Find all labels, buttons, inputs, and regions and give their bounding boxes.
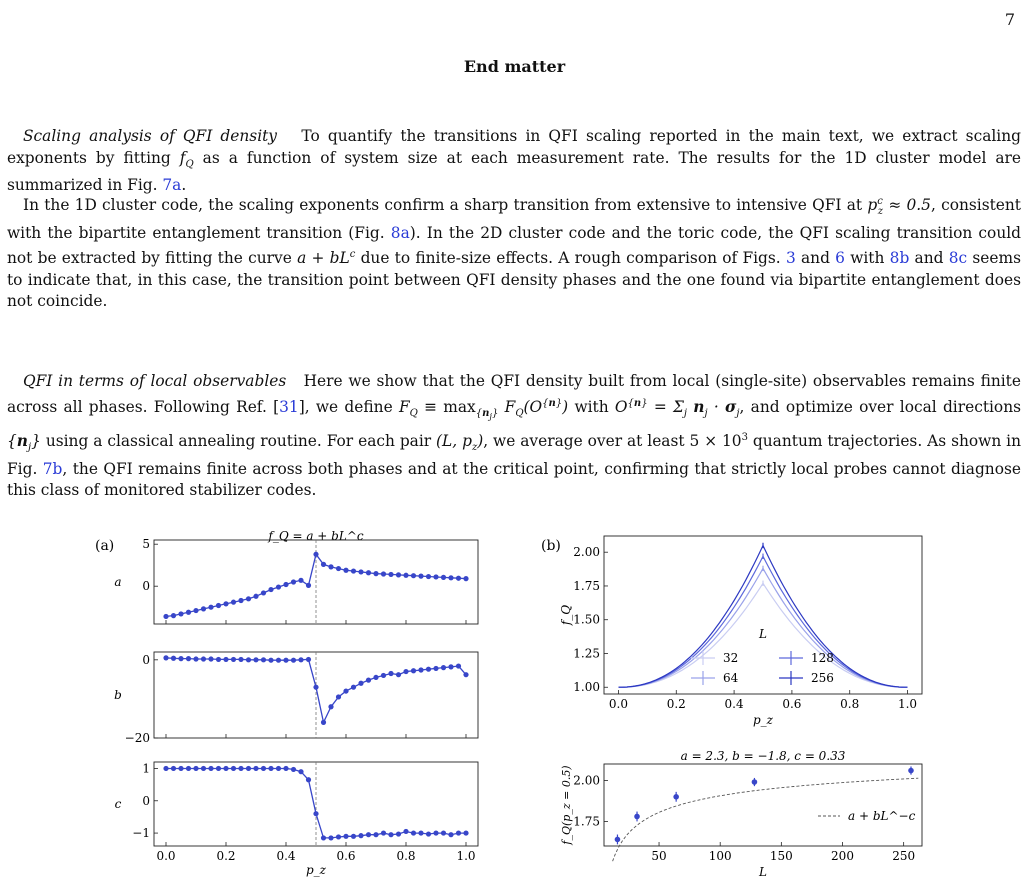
data-point: [178, 656, 183, 661]
math-fit-curve: a: [297, 249, 307, 268]
citation-link[interactable]: 31: [279, 397, 299, 416]
data-point: [216, 603, 221, 608]
x-tick-label: 0.4: [724, 697, 744, 711]
data-point: [396, 572, 401, 577]
x-tick-label: 0.8: [396, 849, 416, 863]
data-point: [178, 766, 183, 771]
data-point: [456, 576, 461, 581]
math-directions: $\{n_j\}$: [7, 432, 41, 454]
legend-title: L: [759, 627, 767, 641]
data-point: [283, 582, 288, 587]
x-tick-label: 0.2: [216, 849, 236, 863]
x-tick-label: 0.8: [840, 697, 860, 711]
data-point: [261, 657, 266, 662]
data-point: [433, 666, 438, 671]
data-point: [276, 766, 281, 771]
y-tick-label: 0: [142, 579, 150, 594]
paragraph-title: Scaling analysis of QFI density: [23, 127, 277, 145]
x-axis-label: L: [759, 865, 767, 879]
data-point: [208, 656, 213, 661]
figure-7a: [95, 529, 478, 877]
y-tick-label: −20: [124, 731, 150, 745]
y-tick-label: 2.00: [573, 545, 600, 560]
paragraph-title: QFI in terms of local observables: [23, 372, 287, 390]
paragraph-scaling-analysis: Scaling analysis of QFI density To quantify the transitions in QFI scaling reported in the main text, we extract scaling exponents by fitting $f_Q$ as a function of system size at each measurement rate. The results for the 1D cluster model are summarized in Fig. 7a.: [7, 127, 1021, 195]
x-tick-label: 0.2: [666, 697, 686, 711]
paragraph-local-observables: QFI in terms of local observables Here we show that the QFI density built from local (single-site) observables remains finite across all phases. Following Ref. [31], we define $F_Q \equiv \max_{\{n_j\}} F_Q(O^{\{n\}})$ with $O^{\{n\}} = \Sigma_j$ $n_j \cdot \sigma_j$, and optimize over local directions $\{n_j\}$ using a classical annealing routine. For each pair (L, $p_z$), we average over at least $5 \times 10^3$ quantum trajectories. As shown in Fig. 7b, the QFI remains finite across both phases and at the critical point, confirming that strictly local probes cannot diagnose this class of monitored stabilizer codes.: [7, 372, 1021, 500]
data-point: [223, 766, 228, 771]
data-point: [216, 766, 221, 771]
y-tick-label: 1.75: [573, 578, 600, 593]
x-axis-label: p_z: [752, 713, 774, 727]
data-point: [433, 830, 438, 835]
figure-ref-link[interactable]: 6: [835, 249, 845, 268]
paragraph-transition: In the 1D cluster code, the scaling exponents confirm a sharp transition from extensive to intensive QFI at $p^c_z \approx 0.5$, consistent with the bipartite entanglement transition (Fig. 8a). In the 2D cluster code and the toric code, the QFI scaling transition could not be extracted by fitting the curve $a + bL^c$ due to finite-size effects. A rough comparison of Figs. 3 and 6 with 8b and 8c seems to indicate that, in this case, the transition point between QFI density phases and the one found via bipartite entanglement does not coincide.: [7, 196, 1022, 311]
data-point: [298, 769, 303, 774]
data-point: [358, 569, 363, 574]
data-point: [291, 579, 296, 584]
paragraph-text: , the QFI remains finite across both phases and at the critical point, confirming that strictly local probes cannot diagnose this class of monitored stabilizer codes.: [7, 459, 1021, 500]
data-point: [366, 832, 371, 837]
data-point: [268, 766, 273, 771]
y-tick-label: −1: [132, 826, 150, 841]
data-point: [373, 832, 378, 837]
y-axis-label: b: [114, 688, 122, 702]
data-point: [388, 572, 393, 577]
paragraph-text: as a function of system size at each measurement rate. The results for the 1D cluster model are summarized in Fig.: [7, 148, 1021, 195]
data-point: [253, 594, 258, 599]
data-point: [238, 766, 243, 771]
data-point: [261, 590, 266, 595]
data-point: [163, 766, 168, 771]
figure-ref-link[interactable]: 7a: [162, 176, 182, 195]
figure-7b-inset-scaling: [560, 749, 922, 879]
data-point: [283, 658, 288, 663]
data-point: [306, 583, 311, 588]
data-point: [201, 656, 206, 661]
figure-title: f_Q = a + bL^c: [268, 529, 364, 543]
y-tick-label: 1.25: [573, 646, 600, 661]
data-point: [328, 704, 333, 709]
data-point: [381, 830, 386, 835]
paragraph-text: consistent with the bipartite entanglement transition (Fig.: [7, 196, 1021, 242]
data-point: [268, 587, 273, 592]
data-point: [201, 606, 206, 611]
data-point: [441, 830, 446, 835]
data-point: [336, 566, 341, 571]
data-point: [306, 657, 311, 662]
data-point: [298, 578, 303, 583]
axes-frame: [604, 764, 922, 846]
math-trajectories: $5 \times 10^3$: [689, 432, 748, 451]
data-point: [456, 663, 461, 668]
data-point: [752, 779, 758, 785]
data-point: [283, 766, 288, 771]
figure-ref-link[interactable]: 8c: [948, 249, 968, 268]
math-definition: $F_Q \equiv \max_{\{n_j\}} F_Q(O^{\{n\}})$: [398, 397, 569, 421]
data-point: [403, 829, 408, 834]
x-tick-label: 1.0: [897, 697, 918, 711]
data-point: [246, 657, 251, 662]
data-point: [336, 694, 341, 699]
data-point: [321, 562, 326, 567]
data-point: [313, 811, 318, 816]
data-point: [163, 655, 168, 660]
data-point: [403, 573, 408, 578]
math-critical-point: $p^c_z \approx 0.5$: [867, 196, 931, 218]
legend-label: 128: [811, 651, 834, 665]
data-point: [351, 685, 356, 690]
data-point: [171, 613, 176, 618]
data-point: [448, 575, 453, 580]
data-point: [396, 672, 401, 677]
data-point: [321, 720, 326, 725]
data-point: [343, 568, 348, 573]
paragraph-text: using a classical annealing routine. For each pair: [40, 432, 437, 451]
figure-panel-label: (a): [95, 538, 115, 554]
data-point: [411, 573, 416, 578]
paragraph-text: Here we show that the QFI density built from local (single-site) observables remains finite across all phases. Following Ref. [: [7, 372, 1021, 416]
data-point: [448, 832, 453, 837]
paragraph-text: and: [795, 249, 836, 268]
data-point: [246, 596, 251, 601]
data-point: [418, 667, 423, 672]
data-point: [388, 671, 393, 676]
data-point: [433, 574, 438, 579]
data-point: [358, 833, 363, 838]
data-point: [343, 834, 348, 839]
data-point: [223, 601, 228, 606]
data-point: [253, 766, 258, 771]
data-point: [388, 832, 393, 837]
figure-title: a = 2.3, b = −1.8, c = 0.33: [680, 749, 846, 763]
data-point: [411, 830, 416, 835]
data-point: [276, 658, 281, 663]
paragraph-text: and: [909, 249, 949, 268]
data-point: [231, 600, 236, 605]
data-point: [463, 672, 468, 677]
x-tick-label: 50: [651, 849, 667, 863]
data-point: [351, 568, 356, 573]
y-tick-label: 0: [142, 652, 150, 667]
section-heading: End matter: [463, 57, 566, 76]
data-point: [381, 673, 386, 678]
data-point: [426, 574, 431, 579]
paragraph-text: To quantify the transitions in QFI scaling reported in the main text, we extract scaling exponents by fitting: [7, 127, 1021, 167]
data-point: [171, 656, 176, 661]
data-point: [201, 766, 206, 771]
x-tick-label: 150: [769, 849, 793, 863]
data-point: [441, 665, 446, 670]
data-point: [253, 657, 258, 662]
data-point: [186, 656, 191, 661]
figure-ref-link[interactable]: 8b: [889, 249, 910, 268]
y-tick-label: 0: [142, 793, 150, 808]
math-fq: f: [179, 148, 186, 167]
data-point: [231, 657, 236, 662]
data-point: [381, 571, 386, 576]
paragraph-text: seems to indicate that, in this case, the transition point between QFI density phases and the one found via bipartite entanglement does not coincide.: [7, 249, 1022, 311]
data-point: [366, 678, 371, 683]
x-tick-label: 0.6: [782, 697, 802, 711]
data-point: [231, 766, 236, 771]
paragraph-text: with: [844, 249, 890, 268]
data-point: [418, 574, 423, 579]
paragraph-text: quantum trajectories. As shown in Fig.: [7, 432, 1021, 478]
data-point: [328, 564, 333, 569]
legend-label: a + bL^−c: [848, 809, 916, 823]
y-tick-label: 5: [142, 537, 150, 552]
y-tick-label: 1.00: [573, 680, 600, 695]
paragraph-text: due to finite-size effects. A rough comparison of Figs.: [355, 249, 786, 268]
data-point: [313, 685, 318, 690]
data-point: [238, 657, 243, 662]
figure-7: [0, 520, 1029, 881]
x-tick-label: 0.4: [276, 849, 296, 863]
paragraph-text: , we average over at least: [483, 432, 690, 451]
data-point: [336, 834, 341, 839]
data-point: [268, 658, 273, 663]
data-point: [366, 570, 371, 575]
data-point: [306, 777, 311, 782]
figure-ref-link[interactable]: 8a: [390, 223, 410, 242]
y-tick-label: 1: [142, 761, 150, 776]
data-point: [441, 575, 446, 580]
paragraph-text: ], we define: [298, 397, 399, 416]
y-axis-label: f_Q(p_z = 0.5): [560, 765, 573, 845]
y-axis-label: c: [114, 797, 122, 811]
data-point: [208, 766, 213, 771]
x-tick-label: 100: [708, 849, 732, 863]
legend-label: 32: [723, 651, 739, 665]
data-point: [178, 611, 183, 616]
data-point: [456, 830, 461, 835]
figure-7b: [541, 536, 922, 727]
x-tick-label: 1.0: [456, 849, 476, 863]
data-point: [238, 598, 243, 603]
data-point: [186, 610, 191, 615]
data-point: [321, 835, 326, 840]
figure-panel-label: (b): [541, 538, 561, 554]
y-tick-label: 2.00: [573, 773, 600, 788]
data-point: [426, 667, 431, 672]
axes-frame: [604, 536, 922, 694]
data-point: [373, 571, 378, 576]
data-point: [448, 664, 453, 669]
paragraph-text: .: [181, 176, 187, 195]
data-point: [373, 675, 378, 680]
y-axis-label: f_Q: [559, 604, 573, 626]
data-point: [193, 608, 198, 613]
data-point: [313, 552, 318, 557]
x-tick-label: 0.0: [156, 849, 176, 863]
data-point: [396, 831, 401, 836]
series-line-L128: [619, 556, 908, 687]
y-axis-label: a: [114, 575, 122, 589]
x-tick-label: 200: [831, 849, 854, 863]
y-tick-label: 1.75: [573, 814, 600, 829]
data-point: [246, 766, 251, 771]
data-point: [298, 657, 303, 662]
math-observable: $O^{\{n\}} = \Sigma_j$ $n_j \cdot \sigma_j$: [614, 397, 740, 419]
data-point: [208, 605, 213, 610]
data-point: [403, 669, 408, 674]
data-point: [193, 656, 198, 661]
data-point: [426, 831, 431, 836]
figure-ref-link[interactable]: 3: [785, 249, 796, 268]
x-tick-label: 250: [892, 849, 916, 863]
data-point: [343, 688, 348, 693]
data-point: [193, 766, 198, 771]
data-point: [328, 835, 333, 840]
data-point: [291, 658, 296, 663]
data-point: [463, 576, 468, 581]
data-point: [291, 767, 296, 772]
x-tick-label: 0.6: [336, 849, 356, 863]
data-point: [463, 830, 468, 835]
data-point: [223, 657, 228, 662]
data-point: [411, 668, 416, 673]
data-point: [908, 768, 914, 774]
data-point: [418, 830, 423, 835]
data-point: [261, 766, 266, 771]
data-point: [673, 794, 679, 800]
y-tick-label: 1.50: [573, 612, 600, 627]
paragraph-text: In the 1D cluster code, the scaling exponents confirm a sharp transition from extensive to intensive QFI at: [23, 196, 868, 215]
data-point: [276, 584, 281, 589]
data-point: [351, 834, 356, 839]
paragraph-text: ). In the 2D cluster code and the toric code, the QFI scaling transition could not be extracted by fitting the curve: [7, 223, 1021, 268]
data-point: [186, 766, 191, 771]
x-axis-label: p_z: [305, 863, 327, 877]
data-point: [358, 681, 363, 686]
data-point: [634, 814, 640, 820]
legend-label: 64: [723, 671, 739, 685]
figure-ref-link[interactable]: 7b: [42, 459, 63, 478]
data-point: [171, 766, 176, 771]
data-point: [163, 614, 168, 619]
x-tick-label: 0.0: [608, 697, 629, 711]
legend-label: 256: [811, 671, 834, 685]
data-point: [615, 837, 621, 843]
page-number: 7: [1004, 10, 1015, 29]
data-point: [216, 657, 221, 662]
math-pair: (L, $p_z$): [436, 432, 484, 454]
